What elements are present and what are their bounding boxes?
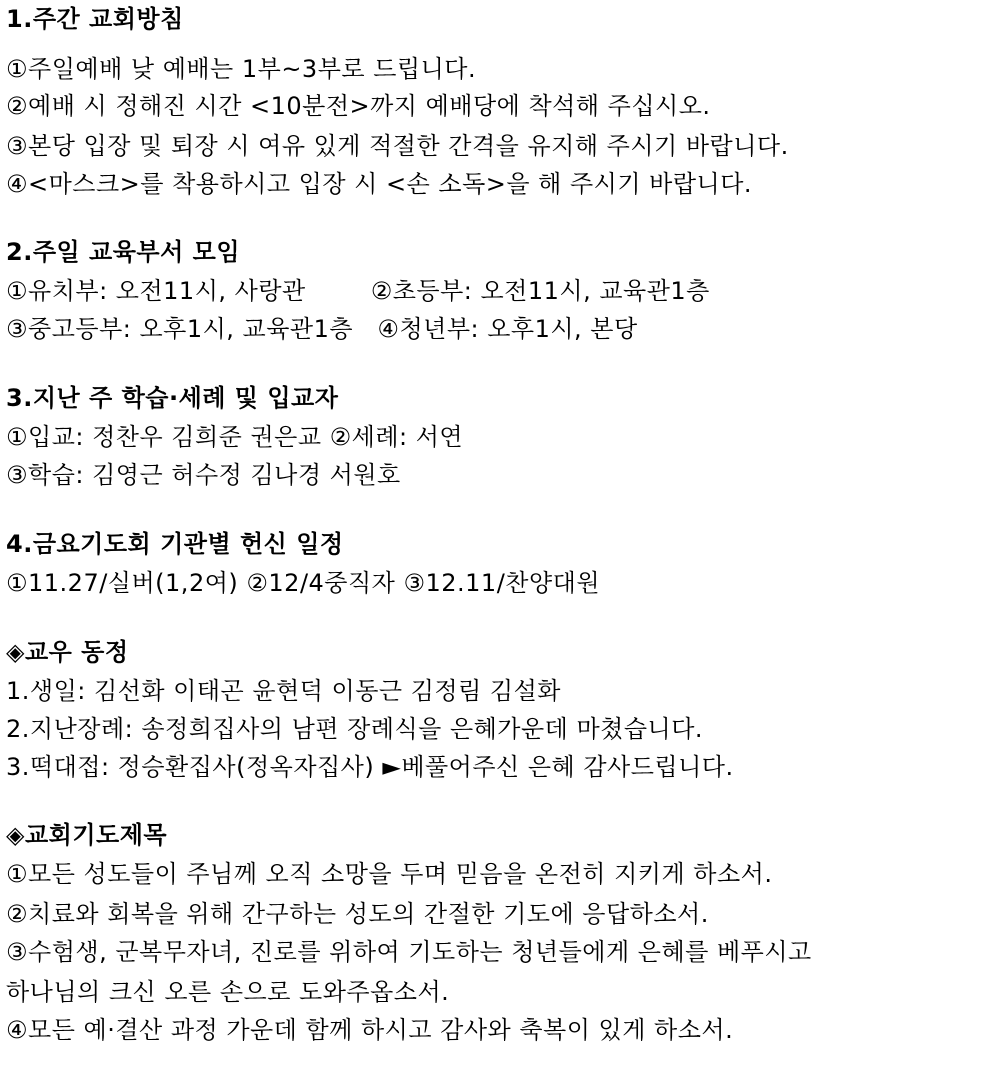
section-line: ④<마스크>를 착용하시고 입장 시 <손 소독>을 해 주시기 바랍니다. [6, 170, 753, 198]
section-line: ③중고등부: 오후1시, 교육관1층 ④청년부: 오후1시, 본당 [6, 315, 638, 343]
section-line: ②치료와 회복을 위해 간구하는 성도의 간절한 기도에 응답하소서. [6, 900, 709, 928]
section-line: 1.생일: 김선화 이태곤 윤현덕 이동근 김정림 김설화 [6, 677, 561, 705]
section-title: 3.지난 주 학습·세례 및 입교자 [6, 384, 339, 412]
section-title: ◈교우 동정 [6, 638, 129, 666]
section-line: 2.지난장례: 송정희집사의 남편 장례식을 은혜가운데 마쳤습니다. [6, 715, 704, 743]
section-line: 3.떡대접: 정승환집사(정옥자집사) ►베풀어주신 은혜 감사드립니다. [6, 753, 734, 781]
section-line: ①주일예배 낮 예배는 1부~3부로 드립니다. [6, 55, 477, 83]
section-line: ①유치부: 오전11시, 사랑관 ②초등부: 오전11시, 교육관1층 [6, 277, 710, 305]
section-line: 하나님의 크신 오른 손으로 도와주옵소서. [6, 978, 450, 1006]
section-title: 1.주간 교회방침 [6, 5, 184, 33]
section-line: ③수험생, 군복무자녀, 진로를 위하여 기도하는 청년들에게 은혜를 베푸시고 [6, 938, 812, 966]
section-line: ③학습: 김영근 허수정 김나경 서원호 [6, 461, 401, 489]
section-title: ◈교회기도제목 [6, 821, 168, 849]
section-title: 2.주일 교육부서 모임 [6, 238, 240, 266]
section-line: ③본당 입장 및 퇴장 시 여유 있게 적절한 간격을 유지해 주시기 바랍니다. [6, 132, 789, 160]
section-title: 4.금요기도회 기관별 헌신 일정 [6, 530, 344, 558]
section-line: ④모든 예·결산 과정 가운데 함께 하시고 감사와 축복이 있게 하소서. [6, 1016, 734, 1044]
section-line: ①입교: 정찬우 김희준 권은교 ②세례: 서연 [6, 423, 464, 451]
section-line: ①모든 성도들이 주님께 오직 소망을 두며 믿음을 온전히 지키게 하소서. [6, 860, 773, 888]
section-line: ①11.27/실버(1,2여) ②12/4중직자 ③12.11/찬양대원 [6, 569, 601, 597]
section-line: ②예배 시 정해진 시간 <10분전>까지 예배당에 착석해 주십시오. [6, 92, 711, 120]
